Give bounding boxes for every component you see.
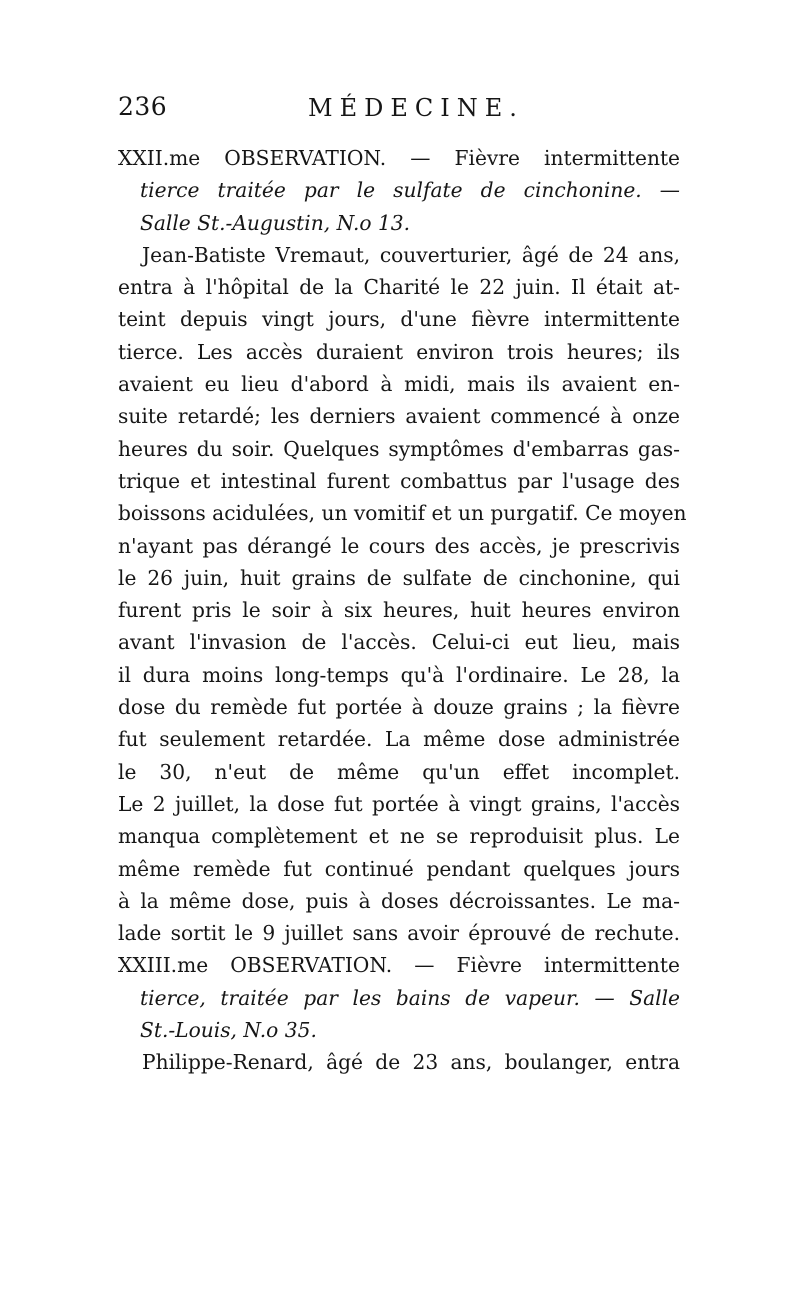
observation-22-heading-line-3: Salle St.-Augustin, N.o 13. xyxy=(140,210,411,235)
paragraph-line: Philippe-Renard, âgé de 23 ans, boulanger, entra xyxy=(142,1050,680,1075)
paragraph-line: même remède fut continué pendant quelques jours xyxy=(118,856,680,881)
paragraph-line: n'ayant pas dérangé le cours des accès, je prescrivis xyxy=(118,533,680,558)
paragraph-line: teint depuis vingt jours, d'une fièvre intermittente xyxy=(118,307,680,332)
paragraph-line: manqua complètement et ne se reproduisit plus. Le xyxy=(118,824,680,849)
observation-22-heading-line-2: tierce traitée par le sulfate de cinchonine. — xyxy=(140,178,680,203)
paragraph-line: le 30, n'eut de même qu'un effet incomplet. xyxy=(118,759,680,784)
observation-23-heading-line-2: tierce, traitée par les bains de vapeur. — Salle xyxy=(140,985,680,1010)
paragraph-line: tierce. Les accès duraient environ trois heures; ils xyxy=(118,339,680,364)
observation-23-heading-line-3: St.-Louis, N.o 35. xyxy=(140,1018,317,1043)
paragraph-line: entra à l'hôpital de la Charité le 22 juin. Il était at- xyxy=(118,275,680,300)
paragraph-line: trique et intestinal furent combattus par l'usage des xyxy=(118,468,680,493)
running-head: MÉDECINE. xyxy=(308,94,524,122)
paragraph-line: suite retardé; les derniers avaient commencé à onze xyxy=(118,404,680,429)
page-text xyxy=(118,142,687,1079)
observation-22-heading-line-1: XXII.me OBSERVATION. — Fièvre intermittente xyxy=(118,146,680,170)
page-header xyxy=(118,92,688,132)
paragraph-line: Le 2 juillet, la dose fut portée à vingt grains, l'accès xyxy=(118,791,680,816)
paragraph-line: Jean-Batiste Vremaut, couverturier, âgé de 24 ans, xyxy=(142,242,680,267)
observation-23-heading-line-1: XXIII.me OBSERVATION. — Fièvre intermittente xyxy=(118,953,680,978)
paragraph-line: avant l'invasion de l'accès. Celui-ci eut lieu, mais xyxy=(118,630,680,655)
page-number: 236 xyxy=(118,92,168,121)
paragraph-line: le 26 juin, huit grains de sulfate de cinchonine, qui xyxy=(118,565,680,590)
paragraph-line: dose du remède fut portée à douze grains ; la fièvre xyxy=(118,695,680,720)
paragraph-line: à la même dose, puis à doses décroissantes. Le ma- xyxy=(118,888,680,913)
paragraph-line: furent pris le soir à six heures, huit heures environ xyxy=(118,598,680,623)
paragraph-line: il dura moins long-temps qu'à l'ordinaire. Le 28, la xyxy=(118,662,680,687)
paragraph-line: boissons acidulées, un vomitif et un purgatif. Ce moyen xyxy=(118,501,687,526)
paragraph-line: avaient eu lieu d'abord à midi, mais ils avaient en- xyxy=(118,372,680,397)
paragraph-line: heures du soir. Quelques symptômes d'embarras gas- xyxy=(118,436,680,461)
paragraph-line: fut seulement retardée. La même dose administrée xyxy=(118,727,680,752)
paragraph-line: lade sortit le 9 juillet sans avoir éprouvé de rechute. xyxy=(118,921,680,946)
